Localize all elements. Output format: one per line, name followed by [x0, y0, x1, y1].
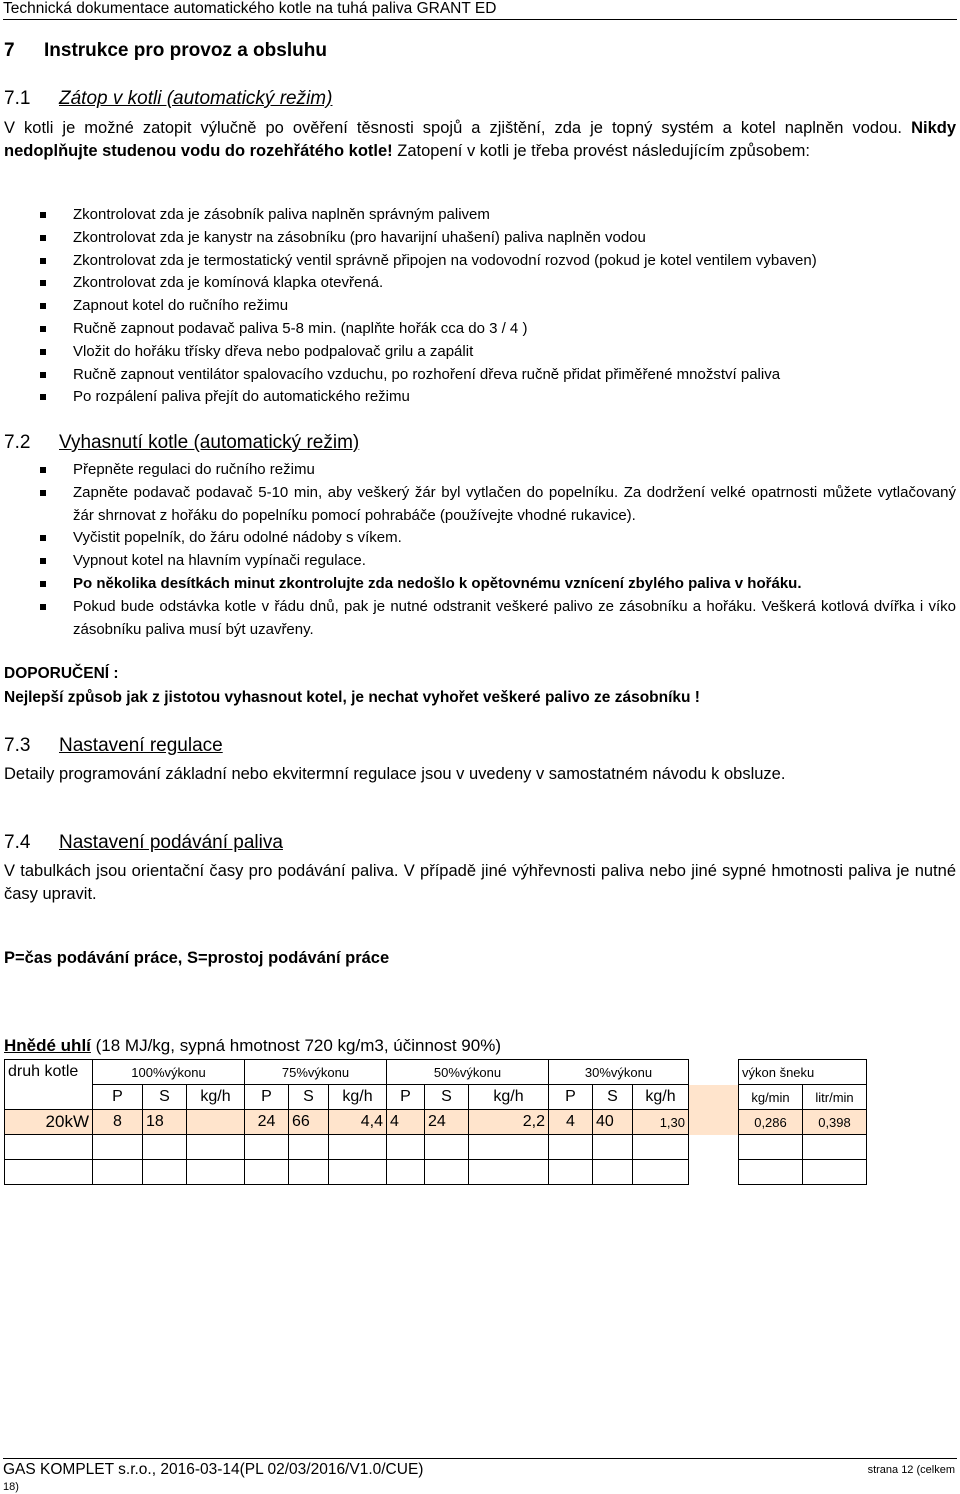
table-cell [739, 1160, 803, 1185]
table-cell [5, 1110, 93, 1135]
list-item [0, 250, 956, 273]
bullet-icon [40, 394, 46, 400]
feed-times-table [4, 1059, 867, 1185]
list-item-text: Po rozpálení paliva přejít do automatického režimu [73, 388, 410, 406]
list-item-text: Vložit do hořáku třísky dřeva nebo podpalovač grilu a zapálit [73, 342, 474, 360]
table-cell [593, 1135, 633, 1160]
list-item-text: Ručně zapnout ventilátor spalovacího vzduchu, po rozhoření dřeva ručně přidat přiměřené množství paliva [73, 365, 781, 383]
list-item [0, 482, 956, 528]
table-row [5, 1160, 867, 1185]
table-row [5, 1085, 867, 1110]
table-cell [93, 1160, 143, 1185]
bullet-icon [40, 581, 46, 587]
bullet-icon [40, 558, 46, 564]
bullet-icon [40, 604, 46, 610]
section-number: 7.2 [4, 432, 31, 453]
bullet-icon [40, 280, 46, 286]
table-cell: P [549, 1085, 593, 1110]
table-cell: S [593, 1085, 633, 1110]
section-7-4-text: V tabulkách jsou orientační časy pro podávání paliva. V případě jiné výhřevnosti paliva nebo jiné sypné hmotnosti paliva je nutné časy upravit. [4, 862, 956, 903]
fuel-spec: (18 MJ/kg, sypná hmotnost 720 kg/m3, účinnost 90%) [90, 1036, 501, 1055]
table-gap [689, 1160, 739, 1185]
list-item [0, 386, 956, 409]
section-7-3-text: Detaily programování základní nebo ekvitermní regulace jsou v uvedeny v samostatném návodu k obsluze. [4, 765, 786, 783]
table-cell: S [425, 1085, 469, 1110]
list-item-text: Pokud bude odstávka kotle v řádu dnů, pak je nutné odstranit veškeré palivo ze zásobníku a hořáku. Veškerá kotlová dvířka i víko zásobníku paliva musí být uzavřeny. [73, 597, 956, 638]
list-item [0, 295, 956, 318]
table-gap [689, 1110, 739, 1135]
table-gap [689, 1085, 739, 1110]
bullet-icon [40, 303, 46, 309]
list-item [0, 204, 956, 227]
table-cell [5, 1160, 93, 1185]
list-item-text: Zapněte podavač podavač 5-10 min, aby veškerý žár byl vytlačen do popelníku. Za dodržení velké opatrnosti můžete vytlačovaný žár shrnovat z hořáku do popelníku pomocí pohrabáče (používejte vhodné rukavice). [73, 483, 956, 524]
boiler-power: 20 [45, 1112, 65, 1131]
footer-page-number: strana 12 (celkem [867, 1464, 955, 1476]
shutdown-steps-list [0, 459, 956, 641]
bullet-icon [40, 372, 46, 378]
boiler-power-unit: kW [64, 1112, 89, 1131]
list-item [0, 527, 956, 550]
table-cell: 0,398 [803, 1110, 867, 1135]
table-cell: 40 [593, 1110, 633, 1135]
table-cell: kg/h [187, 1085, 245, 1110]
table-cell [469, 1160, 549, 1185]
table-cell: druh kotle [5, 1060, 93, 1085]
intro-rest: Zatopení v kotli je třeba provést následujícím způsobem: [392, 142, 810, 160]
table-cell: P [93, 1085, 143, 1110]
table-cell [329, 1160, 387, 1185]
table-gap [689, 1060, 739, 1085]
section-7-1-intro [4, 117, 956, 163]
table-cell: 1,30 [633, 1110, 689, 1135]
table-cell [739, 1135, 803, 1160]
table-cell [143, 1160, 187, 1185]
bullet-icon [40, 535, 46, 541]
table-cell: 30%výkonu [549, 1060, 689, 1085]
section-7-1-heading [4, 88, 332, 110]
bullet-icon [40, 326, 46, 332]
list-item-text: Ručně zapnout podavač paliva 5-8 min. (naplňte hořák cca do 3 / 4 ) [73, 319, 528, 337]
table-row [5, 1135, 867, 1160]
table-cell [187, 1160, 245, 1185]
table-cell [633, 1160, 689, 1185]
section-number: 7 [4, 40, 15, 61]
brown-coal-caption [4, 1036, 501, 1056]
table-cell: 2,2 [469, 1110, 549, 1135]
table-cell [187, 1110, 245, 1135]
table-cell: kg/h [469, 1085, 549, 1110]
table-cell: 0,286 [739, 1110, 803, 1135]
table-cell: kg/min [739, 1085, 803, 1110]
section-7-3-heading [4, 735, 223, 757]
list-item [0, 459, 956, 482]
table-cell [5, 1135, 93, 1160]
warning-text: Nikdy nedoplňujte studenou vodu do rozehřátého kotle! [4, 119, 956, 160]
table-cell [187, 1135, 245, 1160]
table-cell [593, 1160, 633, 1185]
table-cell [245, 1135, 289, 1160]
list-item-text: Zkontrolovat zda je kanystr na zásobníku (pro havarijní uhašení) paliva naplněn vodou [73, 228, 646, 246]
section-title: Zátop v kotli (automatický režim) [59, 88, 333, 109]
section-7-4-heading [4, 832, 283, 854]
list-item-text: Vyčistit popelník, do žáru odolné nádoby s víkem. [73, 529, 402, 547]
table-cell: 4,4 [329, 1110, 387, 1135]
table-cell: 24 [425, 1110, 469, 1135]
table-cell: kg/h [633, 1085, 689, 1110]
recommendation-text: Nejlepší způsob jak z jistotou vyhasnout kotel, je nechat vyhořet veškeré palivo ze zásobníku ! [4, 689, 700, 706]
section-7-heading [4, 40, 327, 62]
table-cell [633, 1135, 689, 1160]
table-cell [329, 1135, 387, 1160]
list-item [0, 272, 956, 295]
bullet-icon [40, 467, 46, 473]
feed-legend: P=čas podávání práce, S=prostoj podávání práce [4, 949, 390, 967]
list-item [0, 364, 956, 387]
table-cell: 4 [549, 1110, 593, 1135]
table-cell [549, 1160, 593, 1185]
section-number: 7.3 [4, 735, 31, 756]
table-cell: litr/min [803, 1085, 867, 1110]
list-item [0, 318, 956, 341]
table-cell [425, 1160, 469, 1185]
list-item-text: Po několika desítkách minut zkontrolujte zda nedošlo k opětovnému vznícení zbylého paliva v hořáku. [73, 574, 802, 592]
section-title: Nastavení regulace [59, 735, 223, 756]
list-item-text: Zapnout kotel do ručního režimu [73, 297, 289, 315]
table-cell [5, 1085, 93, 1110]
section-title: Nastavení podávání paliva [59, 832, 283, 853]
table-cell [469, 1135, 549, 1160]
section-7-2-heading [4, 432, 359, 454]
table-cell: výkon šneku [739, 1060, 867, 1085]
bullet-icon [40, 212, 46, 218]
table-cell [289, 1135, 329, 1160]
list-item-text: Zkontrolovat zda je komínová klapka otevřená. [73, 274, 384, 292]
table-cell: 66 [289, 1110, 329, 1135]
table-cell: kg/h [329, 1085, 387, 1110]
table-cell [549, 1135, 593, 1160]
table-cell: 100%výkonu [93, 1060, 245, 1085]
section-number: 7.1 [4, 88, 31, 109]
table-cell [425, 1135, 469, 1160]
list-item-text: Zkontrolovat zda je zásobník paliva naplněn správným palivem [73, 206, 490, 223]
list-item-text: Přepněte regulaci do ručního režimu [73, 461, 315, 478]
page-header: Technická dokumentace automatického kotle na tuhá paliva GRANT ED [3, 0, 957, 20]
table-cell [803, 1135, 867, 1160]
table-cell [803, 1160, 867, 1185]
table-cell: 8 [93, 1110, 143, 1135]
intro-sentence: V kotli je možné zatopit výlučně po ověření těsnosti spojů a zjištění, zda je topný systém a kotel naplněn vodou. [4, 119, 903, 137]
table-cell [245, 1160, 289, 1185]
table-row [5, 1110, 867, 1135]
section-title: Instrukce pro provoz a obsluhu [44, 40, 327, 61]
table-cell: S [143, 1085, 187, 1110]
page-footer [3, 1458, 957, 1493]
footer-company: GAS KOMPLET s.r.o., 2016-03-14(PL 02/03/2016/V1.0/CUE) [3, 1461, 424, 1478]
table-row [5, 1060, 867, 1085]
bullet-icon [40, 258, 46, 264]
table-cell [387, 1135, 425, 1160]
list-item [0, 596, 956, 642]
bullet-icon [40, 349, 46, 355]
table-cell: P [387, 1085, 425, 1110]
bullet-icon [40, 235, 46, 241]
table-cell: 50%výkonu [387, 1060, 549, 1085]
list-item-text: Vypnout kotel na hlavním vypínači regulace. [73, 552, 366, 570]
recommendation-heading: DOPORUČENÍ : [4, 665, 119, 682]
list-item [0, 550, 956, 573]
list-item [0, 341, 956, 364]
table-cell [387, 1160, 425, 1185]
table-cell [93, 1135, 143, 1160]
list-item [0, 573, 956, 596]
table-cell: 4 [387, 1110, 425, 1135]
list-item-text: Zkontrolovat zda je termostatický ventil správně připojen na vodovodní rozvod (pokud je kotel ventilem vybaven) [73, 251, 817, 269]
table-cell: S [289, 1085, 329, 1110]
table-gap [689, 1135, 739, 1160]
table-cell: 24 [245, 1110, 289, 1135]
table-cell: 75%výkonu [245, 1060, 387, 1085]
section-title: Vyhasnutí kotle (automatický režim) [59, 432, 360, 453]
table-cell: 18 [143, 1110, 187, 1135]
table-cell: P [245, 1085, 289, 1110]
footer-page-total: 18) [3, 1481, 19, 1493]
startup-steps-list [0, 204, 956, 409]
section-number: 7.4 [4, 832, 31, 853]
table-cell [289, 1160, 329, 1185]
bullet-icon [40, 490, 46, 496]
fuel-name: Hnědé uhlí [4, 1036, 91, 1055]
table-cell [143, 1135, 187, 1160]
list-item [0, 227, 956, 250]
